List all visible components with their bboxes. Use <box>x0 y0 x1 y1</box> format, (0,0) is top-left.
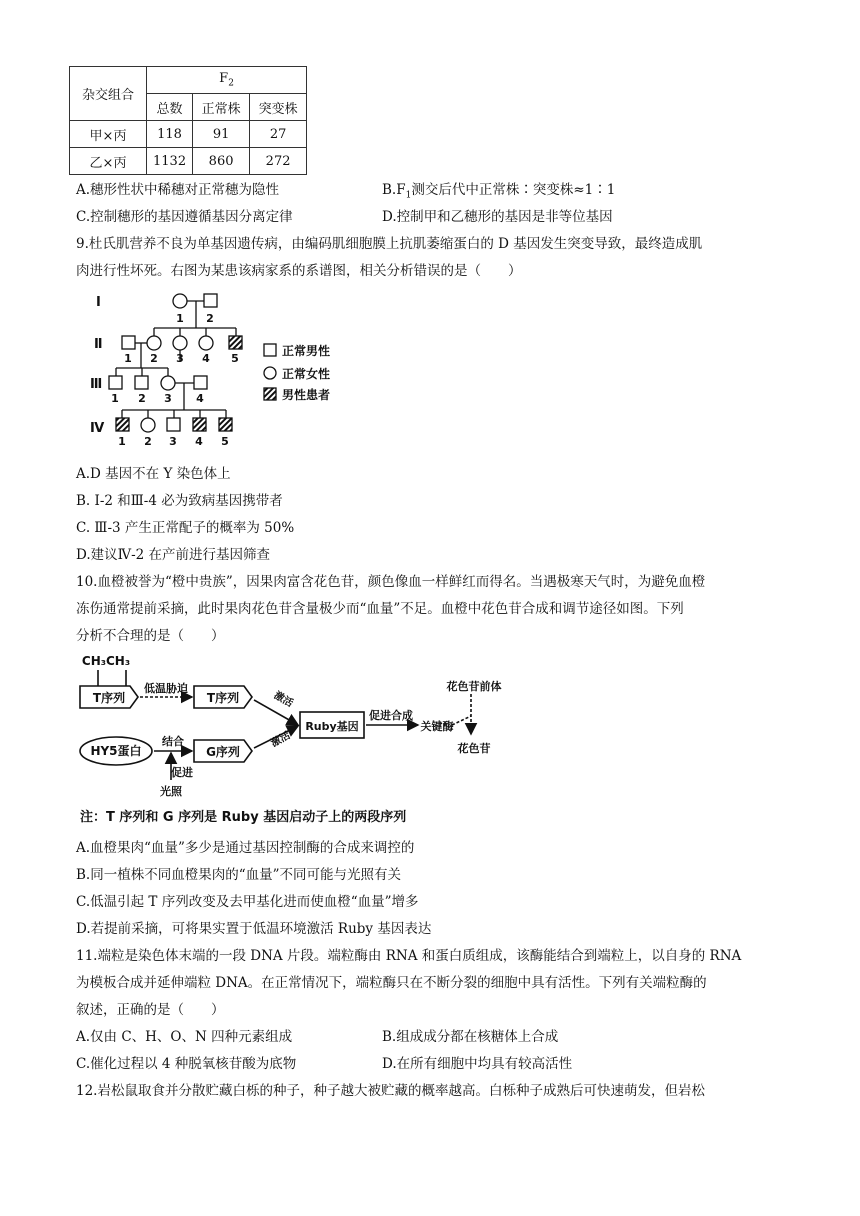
pedigree-female <box>173 336 187 350</box>
q10-option-b: B.同一植株不同血橙果肉的“血量”不同可能与光照有关 <box>76 867 402 883</box>
gen-label-4: Ⅳ <box>90 421 105 436</box>
gen-label-3: Ⅲ <box>90 377 103 392</box>
svg-text:5: 5 <box>221 435 229 448</box>
svg-text:1: 1 <box>111 392 119 405</box>
q11-option-c: C.催化过程以 4 种脱氧核苷酸为底物 <box>76 1056 297 1072</box>
svg-text:4: 4 <box>202 352 210 365</box>
gen-label-2: Ⅱ <box>94 337 103 352</box>
col-group-header: 杂交组合 <box>70 67 147 121</box>
pedigree-male <box>122 336 135 349</box>
svg-text:1: 1 <box>176 312 184 325</box>
q11-stem-line1: 11.端粒是染色体末端的一段 DNA 片段。端粒酶由 RNA 和蛋白质组成，该酶能结合到端粒上，以自身的 RNA <box>76 948 742 964</box>
legend-normal-male: 正常男性 <box>282 344 331 358</box>
legend-female-icon <box>264 367 276 379</box>
pedigree-affected-male <box>116 418 129 431</box>
pedigree-affected-male <box>229 336 242 349</box>
g-seq-label: G序列 <box>206 745 240 759</box>
svg-text:4: 4 <box>195 435 203 448</box>
q9-stem-line2: 肉进行性坏死。右图为某患该病家系的系谱图，相关分析错误的是（ ） <box>76 263 522 279</box>
pedigree-male <box>109 376 122 389</box>
activate-label-2: 激活 <box>269 730 293 750</box>
diagram-note: 注：T 序列和 G 序列是 Ruby 基因启动子上的两段序列 <box>80 810 407 825</box>
q9-stem-line1: 9.杜氏肌营养不良为单基因遗传病，由编码肌细胞膜上抗肌萎缩蛋白的 D 基因发生突变导致，最终造成肌 <box>76 236 703 252</box>
svg-text:3: 3 <box>164 392 172 405</box>
legend-male-icon <box>264 344 276 356</box>
q8-option-d: D.控制甲和乙穗形的基因是非等位基因 <box>382 209 613 225</box>
svg-text:5: 5 <box>231 352 239 365</box>
q8-option-b: $B.F_1$测交后代中正常株∶突变株≈1∶1 <box>382 182 616 201</box>
q12-stem-line1: 12.岩松鼠取食并分散贮藏白栎的种子，种子越大被贮藏的概率越高。白栎种子成熟后可快速萌发，但岩松 <box>76 1083 705 1099</box>
bind-label: 结合 <box>162 735 184 748</box>
low-temp-label: 低温胁迫 <box>144 682 188 695</box>
pedigree-affected-male <box>193 418 206 431</box>
f2-header: $F_2$ <box>147 67 307 94</box>
legend-affected-icon <box>264 388 276 400</box>
ruby-gene-label: Ruby基因 <box>305 720 359 733</box>
header-total: 总数 <box>147 94 193 121</box>
q9-option-c: C. Ⅲ-3 产生正常配子的概率为 50% <box>76 520 295 536</box>
precursor-label: 花色苷前体 <box>446 680 502 693</box>
svg-text:2: 2 <box>144 435 152 448</box>
gen-label-1: Ⅰ <box>96 295 101 310</box>
pedigree-male <box>194 376 207 389</box>
q10-option-a: A.血橙果肉“血量”多少是通过基因控制酶的合成来调控的 <box>76 840 415 856</box>
header-normal: 正常株 <box>193 94 250 121</box>
q9-option-a: A.D 基因不在 Y 染色体上 <box>76 466 231 482</box>
key-enzyme-label: 关键酶 <box>420 720 454 733</box>
promote-synthesis-label: 促进合成 <box>369 709 413 722</box>
methyl-label: CH₃CH₃ <box>81 654 131 668</box>
activate-label-1: 激活 <box>271 690 295 710</box>
legend-normal-female: 正常女性 <box>282 367 331 381</box>
q11-option-b: B.组成成分都在核糖体上合成 <box>382 1029 559 1045</box>
q10-option-d: D.若提前采摘，可将果实置于低温环境激活 Ruby 基因表达 <box>76 921 432 937</box>
q10-option-c: C.低温引起 T 序列改变及去甲基化进而使血橙“血量”增多 <box>76 894 419 910</box>
light-label: 光照 <box>160 785 182 798</box>
q11-option-d: D.在所有细胞中均具有较高活性 <box>382 1056 573 1072</box>
f2-table <box>69 66 307 175</box>
promote-label: 促进 <box>171 766 193 779</box>
q8-option-a: A.穗形性状中稀穗对正常穗为隐性 <box>76 182 280 198</box>
t-seq-label: T序列 <box>92 691 126 705</box>
table-row: 乙×丙 1132 860 272 <box>70 148 307 175</box>
pedigree-female <box>147 336 161 350</box>
q11-stem-line3: 叙述，正确的是（ ） <box>76 1002 225 1018</box>
anthocyanin-pathway-diagram <box>76 650 536 828</box>
q11-option-a: A.仅由 C、H、O、N 四种元素组成 <box>76 1029 293 1045</box>
pedigree-female <box>199 336 213 350</box>
pedigree-male <box>135 376 148 389</box>
pedigree-chart <box>76 284 366 450</box>
pedigree-female <box>173 294 187 308</box>
pedigree-affected-male <box>219 418 232 431</box>
q9-option-b: B. Ⅰ-2 和Ⅲ-4 必为致病基因携带者 <box>76 493 283 509</box>
header-mutant: 突变株 <box>250 94 307 121</box>
svg-text:3: 3 <box>176 352 184 365</box>
t-seq-label-2: T序列 <box>206 691 240 705</box>
pedigree-female <box>141 418 155 432</box>
table-row: 甲×丙 118 91 27 <box>70 121 307 148</box>
svg-text:1: 1 <box>124 352 132 365</box>
legend-affected-male: 男性患者 <box>282 388 331 402</box>
svg-text:3: 3 <box>169 435 177 448</box>
svg-text:2: 2 <box>138 392 146 405</box>
pedigree-male <box>204 294 217 307</box>
pedigree-female <box>161 376 175 390</box>
svg-text:2: 2 <box>150 352 158 365</box>
hy5-label: HY5蛋白 <box>90 744 142 758</box>
q8-option-c: C.控制穗形的基因遵循基因分离定律 <box>76 209 293 225</box>
anthocyanin-label: 花色苷 <box>457 742 491 755</box>
q9-option-d: D.建议Ⅳ-2 在产前进行基因筛查 <box>76 547 271 563</box>
svg-text:2: 2 <box>206 312 214 325</box>
q10-stem-line2: 冻伤通常提前采摘，此时果肉花色苷含量极少而“血量”不足。血橙中花色苷合成和调节途径如图。下列 <box>76 601 684 617</box>
svg-text:4: 4 <box>196 392 204 405</box>
pedigree-male <box>167 418 180 431</box>
q11-stem-line2: 为模板合成并延伸端粒 DNA。在正常情况下，端粒酶只在不断分裂的细胞中具有活性。下列有关端粒酶的 <box>76 975 707 991</box>
q10-stem-line3: 分析不合理的是（ ） <box>76 628 225 644</box>
q10-stem-line1: 10.血橙被誉为“橙中贵族”，因果肉富含花色苷，颜色像血一样鲜红而得名。当遇极寒天气时，为避免血橙 <box>76 574 706 590</box>
svg-text:1: 1 <box>118 435 126 448</box>
